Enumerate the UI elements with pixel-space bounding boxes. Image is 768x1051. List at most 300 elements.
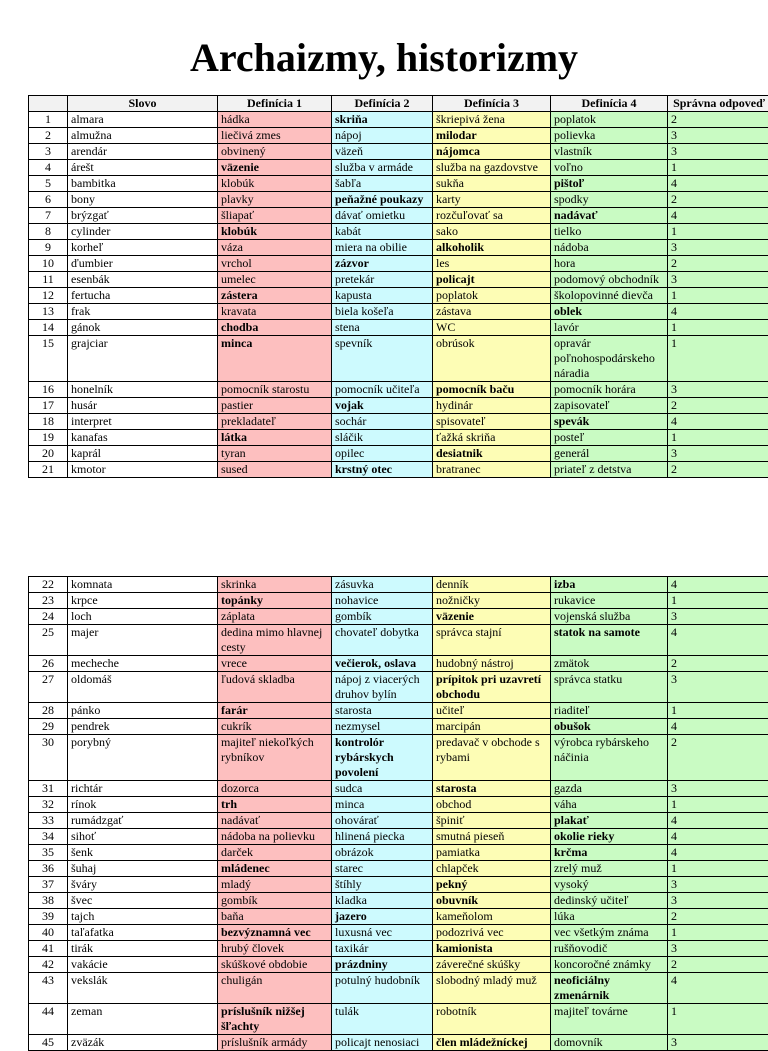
- word-cell: zeman: [68, 1004, 218, 1035]
- answer-cell: 4: [668, 973, 768, 1004]
- definition-2-cell: nezmysel: [332, 719, 433, 735]
- answer-cell: 4: [668, 719, 768, 735]
- definition-1-cell: sused: [218, 462, 332, 478]
- table-row: [29, 877, 768, 893]
- definition-4-cell: lúka: [551, 909, 668, 925]
- definition-2-cell: dávať omietku: [332, 208, 433, 224]
- definition-4-cell: okolie rieky: [551, 829, 668, 845]
- definition-3-cell: marcipán: [433, 719, 551, 735]
- answer-cell: 3: [668, 1035, 768, 1051]
- answer-cell: 1: [668, 288, 768, 304]
- definition-4-cell: dedinský učiteľ: [551, 893, 668, 909]
- definition-3-cell: spisovateľ: [433, 414, 551, 430]
- answer-cell: 3: [668, 893, 768, 909]
- definition-1-cell: ľudová skladba: [218, 672, 332, 703]
- answer-cell: 1: [668, 160, 768, 176]
- definition-4-cell: voľno: [551, 160, 668, 176]
- definition-4-cell: neoficiálny zmenárnik: [551, 973, 668, 1004]
- definition-3-cell: člen mládežníckej: [433, 1035, 551, 1051]
- table-row: [29, 414, 768, 430]
- definition-2-cell: potulný hudobník: [332, 973, 433, 1004]
- word-cell: tajch: [68, 909, 218, 925]
- table-row: [29, 703, 768, 719]
- definition-1-cell: vrchol: [218, 256, 332, 272]
- header-definition-1: Definícia 1: [218, 96, 332, 112]
- definition-4-cell: izba: [551, 577, 668, 593]
- definition-4-cell: lavór: [551, 320, 668, 336]
- definition-4-cell: majiteľ továrne: [551, 1004, 668, 1035]
- definition-2-cell: zázvor: [332, 256, 433, 272]
- table-row: [29, 272, 768, 288]
- definition-4-cell: školopovinné dievča: [551, 288, 668, 304]
- definition-3-cell: policajt: [433, 272, 551, 288]
- table-row: [29, 593, 768, 609]
- definition-4-cell: rušňovodič: [551, 941, 668, 957]
- definition-2-cell: väzeň: [332, 144, 433, 160]
- word-cell: frak: [68, 304, 218, 320]
- definition-4-cell: váha: [551, 797, 668, 813]
- row-number: 31: [29, 781, 68, 797]
- word-cell: loch: [68, 609, 218, 625]
- definition-3-cell: alkoholik: [433, 240, 551, 256]
- row-number: 22: [29, 577, 68, 593]
- answer-cell: 3: [668, 272, 768, 288]
- definition-4-cell: zmätok: [551, 656, 668, 672]
- word-cell: bony: [68, 192, 218, 208]
- definition-2-cell: nápoj z viacerých druhov bylín: [332, 672, 433, 703]
- table-row: [29, 128, 768, 144]
- word-cell: bambitka: [68, 176, 218, 192]
- answer-cell: 3: [668, 877, 768, 893]
- answer-cell: 4: [668, 845, 768, 861]
- definition-3-cell: slobodný mladý muž: [433, 973, 551, 1004]
- definition-3-cell: pamiatka: [433, 845, 551, 861]
- answer-cell: 3: [668, 781, 768, 797]
- row-number: 19: [29, 430, 68, 446]
- word-cell: brýzgať: [68, 208, 218, 224]
- table-row: [29, 288, 768, 304]
- definition-2-cell: hlinená piecka: [332, 829, 433, 845]
- definition-1-cell: mládenec: [218, 861, 332, 877]
- definition-4-cell: nádoba: [551, 240, 668, 256]
- definition-1-cell: látka: [218, 430, 332, 446]
- header-number: [29, 96, 68, 112]
- row-number: 21: [29, 462, 68, 478]
- row-number: 28: [29, 703, 68, 719]
- definition-3-cell: robotník: [433, 1004, 551, 1035]
- table-row: [29, 446, 768, 462]
- definition-1-cell: klobúk: [218, 176, 332, 192]
- definition-1-cell: topánky: [218, 593, 332, 609]
- answer-cell: 3: [668, 382, 768, 398]
- row-number: 13: [29, 304, 68, 320]
- table-row: [29, 176, 768, 192]
- word-cell: pendrek: [68, 719, 218, 735]
- answer-cell: 3: [668, 144, 768, 160]
- answer-cell: 3: [668, 446, 768, 462]
- definition-3-cell: sukňa: [433, 176, 551, 192]
- word-cell: oldomáš: [68, 672, 218, 703]
- definition-2-cell: sudca: [332, 781, 433, 797]
- row-number: 29: [29, 719, 68, 735]
- table-row: [29, 398, 768, 414]
- answer-cell: 3: [668, 941, 768, 957]
- definition-2-cell: skriňa: [332, 112, 433, 128]
- answer-cell: 1: [668, 224, 768, 240]
- definition-2-cell: kabát: [332, 224, 433, 240]
- definition-4-cell: krčma: [551, 845, 668, 861]
- word-cell: tirák: [68, 941, 218, 957]
- row-number: 23: [29, 593, 68, 609]
- definition-2-cell: obrázok: [332, 845, 433, 861]
- definition-2-cell: pomocník učiteľa: [332, 382, 433, 398]
- definition-3-cell: prípitok pri uzavretí obchodu: [433, 672, 551, 703]
- definition-2-cell: nápoj: [332, 128, 433, 144]
- definition-1-cell: mladý: [218, 877, 332, 893]
- word-cell: grajciar: [68, 336, 218, 382]
- word-cell: kaprál: [68, 446, 218, 462]
- definition-3-cell: služba na gazdovstve: [433, 160, 551, 176]
- answer-cell: 1: [668, 925, 768, 941]
- table-row: [29, 320, 768, 336]
- table-row: [29, 192, 768, 208]
- definition-3-cell: obchod: [433, 797, 551, 813]
- definition-1-cell: prekladateľ: [218, 414, 332, 430]
- definition-2-cell: služba v armáde: [332, 160, 433, 176]
- definition-4-cell: tielko: [551, 224, 668, 240]
- answer-cell: 4: [668, 176, 768, 192]
- row-number: 41: [29, 941, 68, 957]
- definition-2-cell: spevník: [332, 336, 433, 382]
- word-cell: rínok: [68, 797, 218, 813]
- definition-2-cell: biela košeľa: [332, 304, 433, 320]
- answer-cell: 1: [668, 1004, 768, 1035]
- header-definition-2: Definícia 2: [332, 96, 433, 112]
- row-number: 45: [29, 1035, 68, 1051]
- row-number: 27: [29, 672, 68, 703]
- word-cell: porybný: [68, 735, 218, 781]
- definition-4-cell: nadávať: [551, 208, 668, 224]
- row-number: 12: [29, 288, 68, 304]
- word-cell: mecheche: [68, 656, 218, 672]
- table-row: [29, 144, 768, 160]
- word-cell: korheľ: [68, 240, 218, 256]
- row-number: 20: [29, 446, 68, 462]
- definition-3-cell: učiteľ: [433, 703, 551, 719]
- word-cell: interpret: [68, 414, 218, 430]
- answer-cell: 4: [668, 625, 768, 656]
- row-number: 7: [29, 208, 68, 224]
- definition-4-cell: správca statku: [551, 672, 668, 703]
- definition-4-cell: vec všetkým známa: [551, 925, 668, 941]
- row-number: 33: [29, 813, 68, 829]
- answer-cell: 3: [668, 609, 768, 625]
- definition-2-cell: ohovárať: [332, 813, 433, 829]
- page-title: Archaizmy, historizmy: [0, 34, 768, 82]
- definition-3-cell: škriepivá žena: [433, 112, 551, 128]
- definition-2-cell: opilec: [332, 446, 433, 462]
- answer-cell: 1: [668, 430, 768, 446]
- definition-3-cell: zástava: [433, 304, 551, 320]
- definition-4-cell: oblek: [551, 304, 668, 320]
- definition-1-cell: majiteľ niekoľkých rybníkov: [218, 735, 332, 781]
- table-row: [29, 656, 768, 672]
- definition-3-cell: les: [433, 256, 551, 272]
- definition-3-cell: obuvník: [433, 893, 551, 909]
- definition-1-cell: pastier: [218, 398, 332, 414]
- definition-1-cell: bezvýznamná vec: [218, 925, 332, 941]
- answer-cell: 2: [668, 192, 768, 208]
- table-row: [29, 797, 768, 813]
- table-row: [29, 430, 768, 446]
- definition-3-cell: väzenie: [433, 609, 551, 625]
- row-number: 37: [29, 877, 68, 893]
- word-cell: honelník: [68, 382, 218, 398]
- definition-1-cell: šliapať: [218, 208, 332, 224]
- row-number: 30: [29, 735, 68, 781]
- definition-1-cell: trh: [218, 797, 332, 813]
- row-number: 5: [29, 176, 68, 192]
- table-row: [29, 719, 768, 735]
- row-number: 1: [29, 112, 68, 128]
- answer-cell: 1: [668, 797, 768, 813]
- answer-cell: 2: [668, 462, 768, 478]
- definition-1-cell: dedina mimo hlavnej cesty: [218, 625, 332, 656]
- row-number: 18: [29, 414, 68, 430]
- answer-cell: 4: [668, 414, 768, 430]
- definition-3-cell: rozčuľovať sa: [433, 208, 551, 224]
- definition-1-cell: liečivá zmes: [218, 128, 332, 144]
- definition-4-cell: spodky: [551, 192, 668, 208]
- word-cell: cylinder: [68, 224, 218, 240]
- answer-cell: 1: [668, 861, 768, 877]
- definition-2-cell: minca: [332, 797, 433, 813]
- table-row: [29, 941, 768, 957]
- answer-cell: 1: [668, 703, 768, 719]
- word-cell: kmotor: [68, 462, 218, 478]
- answer-cell: 1: [668, 336, 768, 382]
- answer-cell: 3: [668, 128, 768, 144]
- word-cell: almara: [68, 112, 218, 128]
- table-row: [29, 813, 768, 829]
- definition-3-cell: nájomca: [433, 144, 551, 160]
- definition-4-cell: statok na samote: [551, 625, 668, 656]
- definition-3-cell: záverečné skúšky: [433, 957, 551, 973]
- definition-1-cell: darček: [218, 845, 332, 861]
- table-row: [29, 462, 768, 478]
- word-cell: árešt: [68, 160, 218, 176]
- definition-2-cell: gombík: [332, 609, 433, 625]
- definition-3-cell: chlapček: [433, 861, 551, 877]
- definition-2-cell: vojak: [332, 398, 433, 414]
- row-number: 43: [29, 973, 68, 1004]
- definition-3-cell: milodar: [433, 128, 551, 144]
- row-number: 24: [29, 609, 68, 625]
- table-row: [29, 973, 768, 1004]
- table-row: [29, 336, 768, 382]
- word-cell: ďumbier: [68, 256, 218, 272]
- definition-2-cell: luxusná vec: [332, 925, 433, 941]
- definition-1-cell: príslušník nižšej šľachty: [218, 1004, 332, 1035]
- row-number: 10: [29, 256, 68, 272]
- definition-3-cell: denník: [433, 577, 551, 593]
- definition-4-cell: spevák: [551, 414, 668, 430]
- answer-cell: 4: [668, 304, 768, 320]
- word-cell: taľafatka: [68, 925, 218, 941]
- answer-cell: 3: [668, 240, 768, 256]
- definition-2-cell: stena: [332, 320, 433, 336]
- table-row: [29, 1035, 768, 1051]
- definition-4-cell: poplatok: [551, 112, 668, 128]
- table-row: [29, 224, 768, 240]
- word-cell: arendár: [68, 144, 218, 160]
- table-row: [29, 957, 768, 973]
- row-number: 9: [29, 240, 68, 256]
- table-row: [29, 625, 768, 656]
- definition-1-cell: hádka: [218, 112, 332, 128]
- definition-4-cell: vysoký: [551, 877, 668, 893]
- definition-3-cell: špiniť: [433, 813, 551, 829]
- definition-2-cell: prázdniny: [332, 957, 433, 973]
- answer-cell: 2: [668, 957, 768, 973]
- row-number: 42: [29, 957, 68, 973]
- definition-3-cell: hudobný nástroj: [433, 656, 551, 672]
- definition-1-cell: cukrík: [218, 719, 332, 735]
- answer-cell: 2: [668, 256, 768, 272]
- table-row: [29, 577, 768, 593]
- row-number: 38: [29, 893, 68, 909]
- row-number: 34: [29, 829, 68, 845]
- definition-3-cell: karty: [433, 192, 551, 208]
- table-row: [29, 672, 768, 703]
- definition-3-cell: pomocník baču: [433, 382, 551, 398]
- answer-cell: 2: [668, 656, 768, 672]
- table-row: [29, 893, 768, 909]
- header-definition-4: Definícia 4: [551, 96, 668, 112]
- definition-1-cell: vrece: [218, 656, 332, 672]
- definition-2-cell: pretekár: [332, 272, 433, 288]
- row-number: 4: [29, 160, 68, 176]
- table-row: [29, 382, 768, 398]
- definition-1-cell: kravata: [218, 304, 332, 320]
- definition-2-cell: starosta: [332, 703, 433, 719]
- definition-2-cell: miera na obilie: [332, 240, 433, 256]
- definition-4-cell: koncoročné známky: [551, 957, 668, 973]
- definition-1-cell: pomocník starostu: [218, 382, 332, 398]
- word-cell: richtár: [68, 781, 218, 797]
- definition-4-cell: rukavice: [551, 593, 668, 609]
- definition-2-cell: chovateľ dobytka: [332, 625, 433, 656]
- word-cell: zväzák: [68, 1035, 218, 1051]
- definition-4-cell: podomový obchodník: [551, 272, 668, 288]
- definition-4-cell: generál: [551, 446, 668, 462]
- table-row: [29, 861, 768, 877]
- answer-cell: 3: [668, 672, 768, 703]
- definition-2-cell: kladka: [332, 893, 433, 909]
- word-cell: almužna: [68, 128, 218, 144]
- answer-cell: 2: [668, 909, 768, 925]
- definition-1-cell: zástera: [218, 288, 332, 304]
- table-row: [29, 1004, 768, 1035]
- definition-3-cell: predavač v obchode s rybami: [433, 735, 551, 781]
- definition-2-cell: policajt nenosiaci: [332, 1035, 433, 1051]
- definition-1-cell: klobúk: [218, 224, 332, 240]
- definition-1-cell: príslušník armády: [218, 1035, 332, 1051]
- definition-1-cell: obvinený: [218, 144, 332, 160]
- definition-3-cell: podozrivá vec: [433, 925, 551, 941]
- table-row: [29, 845, 768, 861]
- row-number: 17: [29, 398, 68, 414]
- definition-3-cell: smutná pieseň: [433, 829, 551, 845]
- definition-3-cell: pekný: [433, 877, 551, 893]
- row-number: 44: [29, 1004, 68, 1035]
- word-cell: krpce: [68, 593, 218, 609]
- definition-3-cell: bratranec: [433, 462, 551, 478]
- definition-4-cell: domovník: [551, 1035, 668, 1051]
- definition-1-cell: baňa: [218, 909, 332, 925]
- definition-4-cell: zapisovateľ: [551, 398, 668, 414]
- definition-2-cell: starec: [332, 861, 433, 877]
- row-number: 25: [29, 625, 68, 656]
- vocabulary-table-part-2: [28, 576, 768, 1051]
- definition-3-cell: desiatnik: [433, 446, 551, 462]
- word-cell: šenk: [68, 845, 218, 861]
- definition-1-cell: farár: [218, 703, 332, 719]
- table-header-row: [29, 96, 768, 112]
- word-cell: majer: [68, 625, 218, 656]
- word-cell: pánko: [68, 703, 218, 719]
- word-cell: vakácie: [68, 957, 218, 973]
- definition-4-cell: polievka: [551, 128, 668, 144]
- definition-2-cell: sochár: [332, 414, 433, 430]
- header-correct-answer: Správna odpoveď: [668, 96, 768, 112]
- definition-4-cell: výrobca rybárskeho náčinia: [551, 735, 668, 781]
- row-number: 16: [29, 382, 68, 398]
- definition-4-cell: vojenská služba: [551, 609, 668, 625]
- definition-3-cell: správca stajní: [433, 625, 551, 656]
- definition-3-cell: obrúsok: [433, 336, 551, 382]
- definition-4-cell: pomocník horára: [551, 382, 668, 398]
- row-number: 39: [29, 909, 68, 925]
- definition-4-cell: opravár poľnohospodárskeho náradia: [551, 336, 668, 382]
- table-row: [29, 609, 768, 625]
- word-cell: komnata: [68, 577, 218, 593]
- answer-cell: 4: [668, 829, 768, 845]
- definition-2-cell: kapusta: [332, 288, 433, 304]
- row-number: 6: [29, 192, 68, 208]
- definition-3-cell: kamionista: [433, 941, 551, 957]
- answer-cell: 2: [668, 735, 768, 781]
- definition-4-cell: posteľ: [551, 430, 668, 446]
- word-cell: esenbák: [68, 272, 218, 288]
- answer-cell: 1: [668, 593, 768, 609]
- definition-4-cell: priateľ z detstva: [551, 462, 668, 478]
- definition-4-cell: vlastník: [551, 144, 668, 160]
- definition-1-cell: záplata: [218, 609, 332, 625]
- definition-4-cell: plakať: [551, 813, 668, 829]
- definition-2-cell: šabľa: [332, 176, 433, 192]
- row-number: 3: [29, 144, 68, 160]
- answer-cell: 2: [668, 398, 768, 414]
- definition-3-cell: ťažká skriňa: [433, 430, 551, 446]
- row-number: 36: [29, 861, 68, 877]
- answer-cell: 4: [668, 577, 768, 593]
- definition-2-cell: tulák: [332, 1004, 433, 1035]
- definition-4-cell: gazda: [551, 781, 668, 797]
- word-cell: fertucha: [68, 288, 218, 304]
- definition-1-cell: umelec: [218, 272, 332, 288]
- row-number: 35: [29, 845, 68, 861]
